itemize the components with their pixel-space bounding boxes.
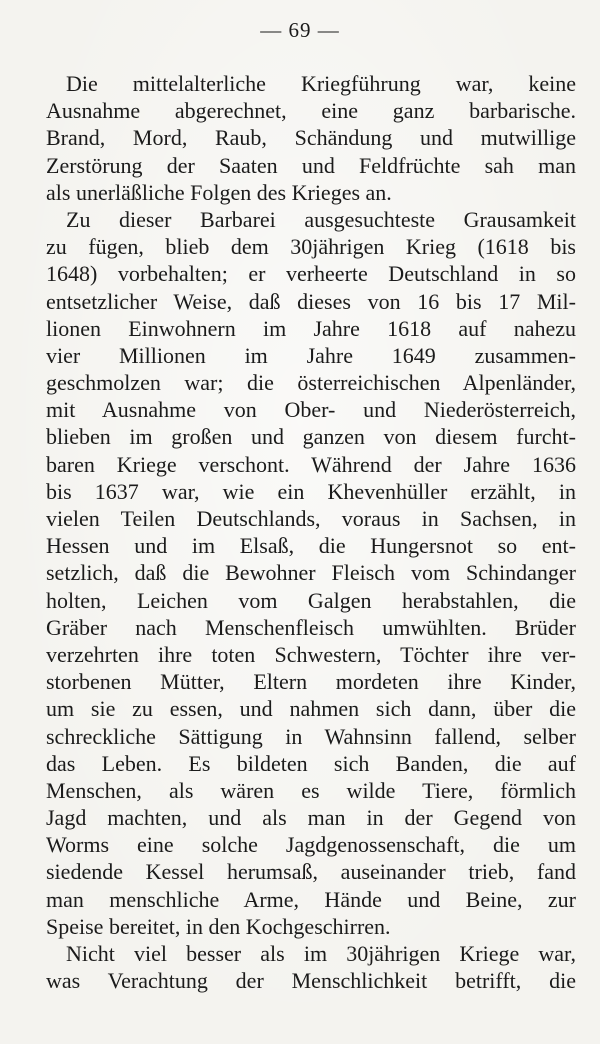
text-line: vielen Teilen Deutschlands, voraus in Sachsen, in (46, 506, 576, 531)
paragraph-2 (46, 206, 576, 940)
text-line: setzlich, daß die Bewohner Fleisch vom Schindanger (46, 560, 576, 586)
text-line: Worms eine solche Jagdgenossenschaft, die um (46, 832, 576, 858)
text-line: das Leben. Es bildeten sich Banden, die auf (46, 750, 576, 776)
body-text (46, 70, 576, 994)
paragraph-3 (46, 940, 576, 994)
text-line: 1648) vorbehalten; er verheerte Deutschland in so (46, 261, 576, 287)
text-line: Gräber nach Menschenfleisch umwühlten. Brüder (46, 614, 576, 640)
text-line: Hessen und im Elsaß, die Hungersnot so ent- (46, 533, 576, 559)
text-line: blieben im großen und ganzen von diesem furcht- (46, 424, 576, 450)
text-line: Die mittelalterliche Kriegführung war, keine (66, 71, 576, 96)
text-line: geschmolzen war; die österreichischen Alpenländer, (46, 370, 576, 396)
text-line: Jagd machten, und als man in der Gegend von (46, 805, 576, 831)
text-line: baren Kriege verschont. Während der Jahre 1636 (46, 451, 576, 477)
text-line: siedende Kessel herumsaß, auseinander trieb, fand (46, 859, 576, 885)
text-line: bis 1637 war, wie ein Khevenhüller erzählt, in (46, 478, 576, 504)
text-line: Nicht viel besser als im 30jährigen Kriege war, (66, 941, 576, 966)
text-line: Menschen, als wären es wilde Tiere, förmlich (46, 777, 576, 803)
text-line: Zu dieser Barbarei ausgesuchteste Grausamkeit (66, 206, 576, 232)
text-line: verzehrten ihre toten Schwestern, Töchter ihre ver- (46, 641, 576, 667)
text-line: als unerläßliche Folgen des Krieges an. (46, 179, 392, 205)
text-line: Ausnahme abgerechnet, eine ganz barbarische. (46, 98, 576, 124)
text-line: entsetzlicher Weise, daß dieses von 16 bis 17 Mil- (46, 288, 576, 314)
text-line: storbenen Mütter, Eltern mordeten ihre Kinder, (46, 669, 576, 695)
paragraph-1 (46, 70, 576, 206)
text-line: zu fügen, blieb dem 30jährigen Krieg (1618 bis (46, 234, 576, 260)
text-line: lionen Einwohnern im Jahre 1618 auf nahezu (46, 315, 576, 341)
text-line: schreckliche Sättigung in Wahnsinn fallend, selber (46, 723, 576, 749)
text-line: um sie zu essen, und nahmen sich dann, über die (46, 696, 576, 722)
text-line: Zerstörung der Saaten und Feldfrüchte sah man (46, 152, 576, 178)
text-line: holten, Leichen vom Galgen herabstahlen, die (46, 587, 576, 613)
text-line: vier Millionen im Jahre 1649 zusammen- (46, 342, 576, 368)
text-line: was Verachtung der Menschlichkeit betrifft, die (46, 968, 576, 994)
page-number: — 69 — (260, 18, 340, 42)
text-line: man menschliche Arme, Hände und Beine, zur (46, 886, 576, 912)
text-line: mit Ausnahme von Ober- und Niederösterreich, (46, 397, 576, 423)
text-line: Brand, Mord, Raub, Schändung und mutwillige (46, 125, 576, 151)
text-line: Speise bereitet, in den Kochgeschirren. (46, 913, 391, 939)
